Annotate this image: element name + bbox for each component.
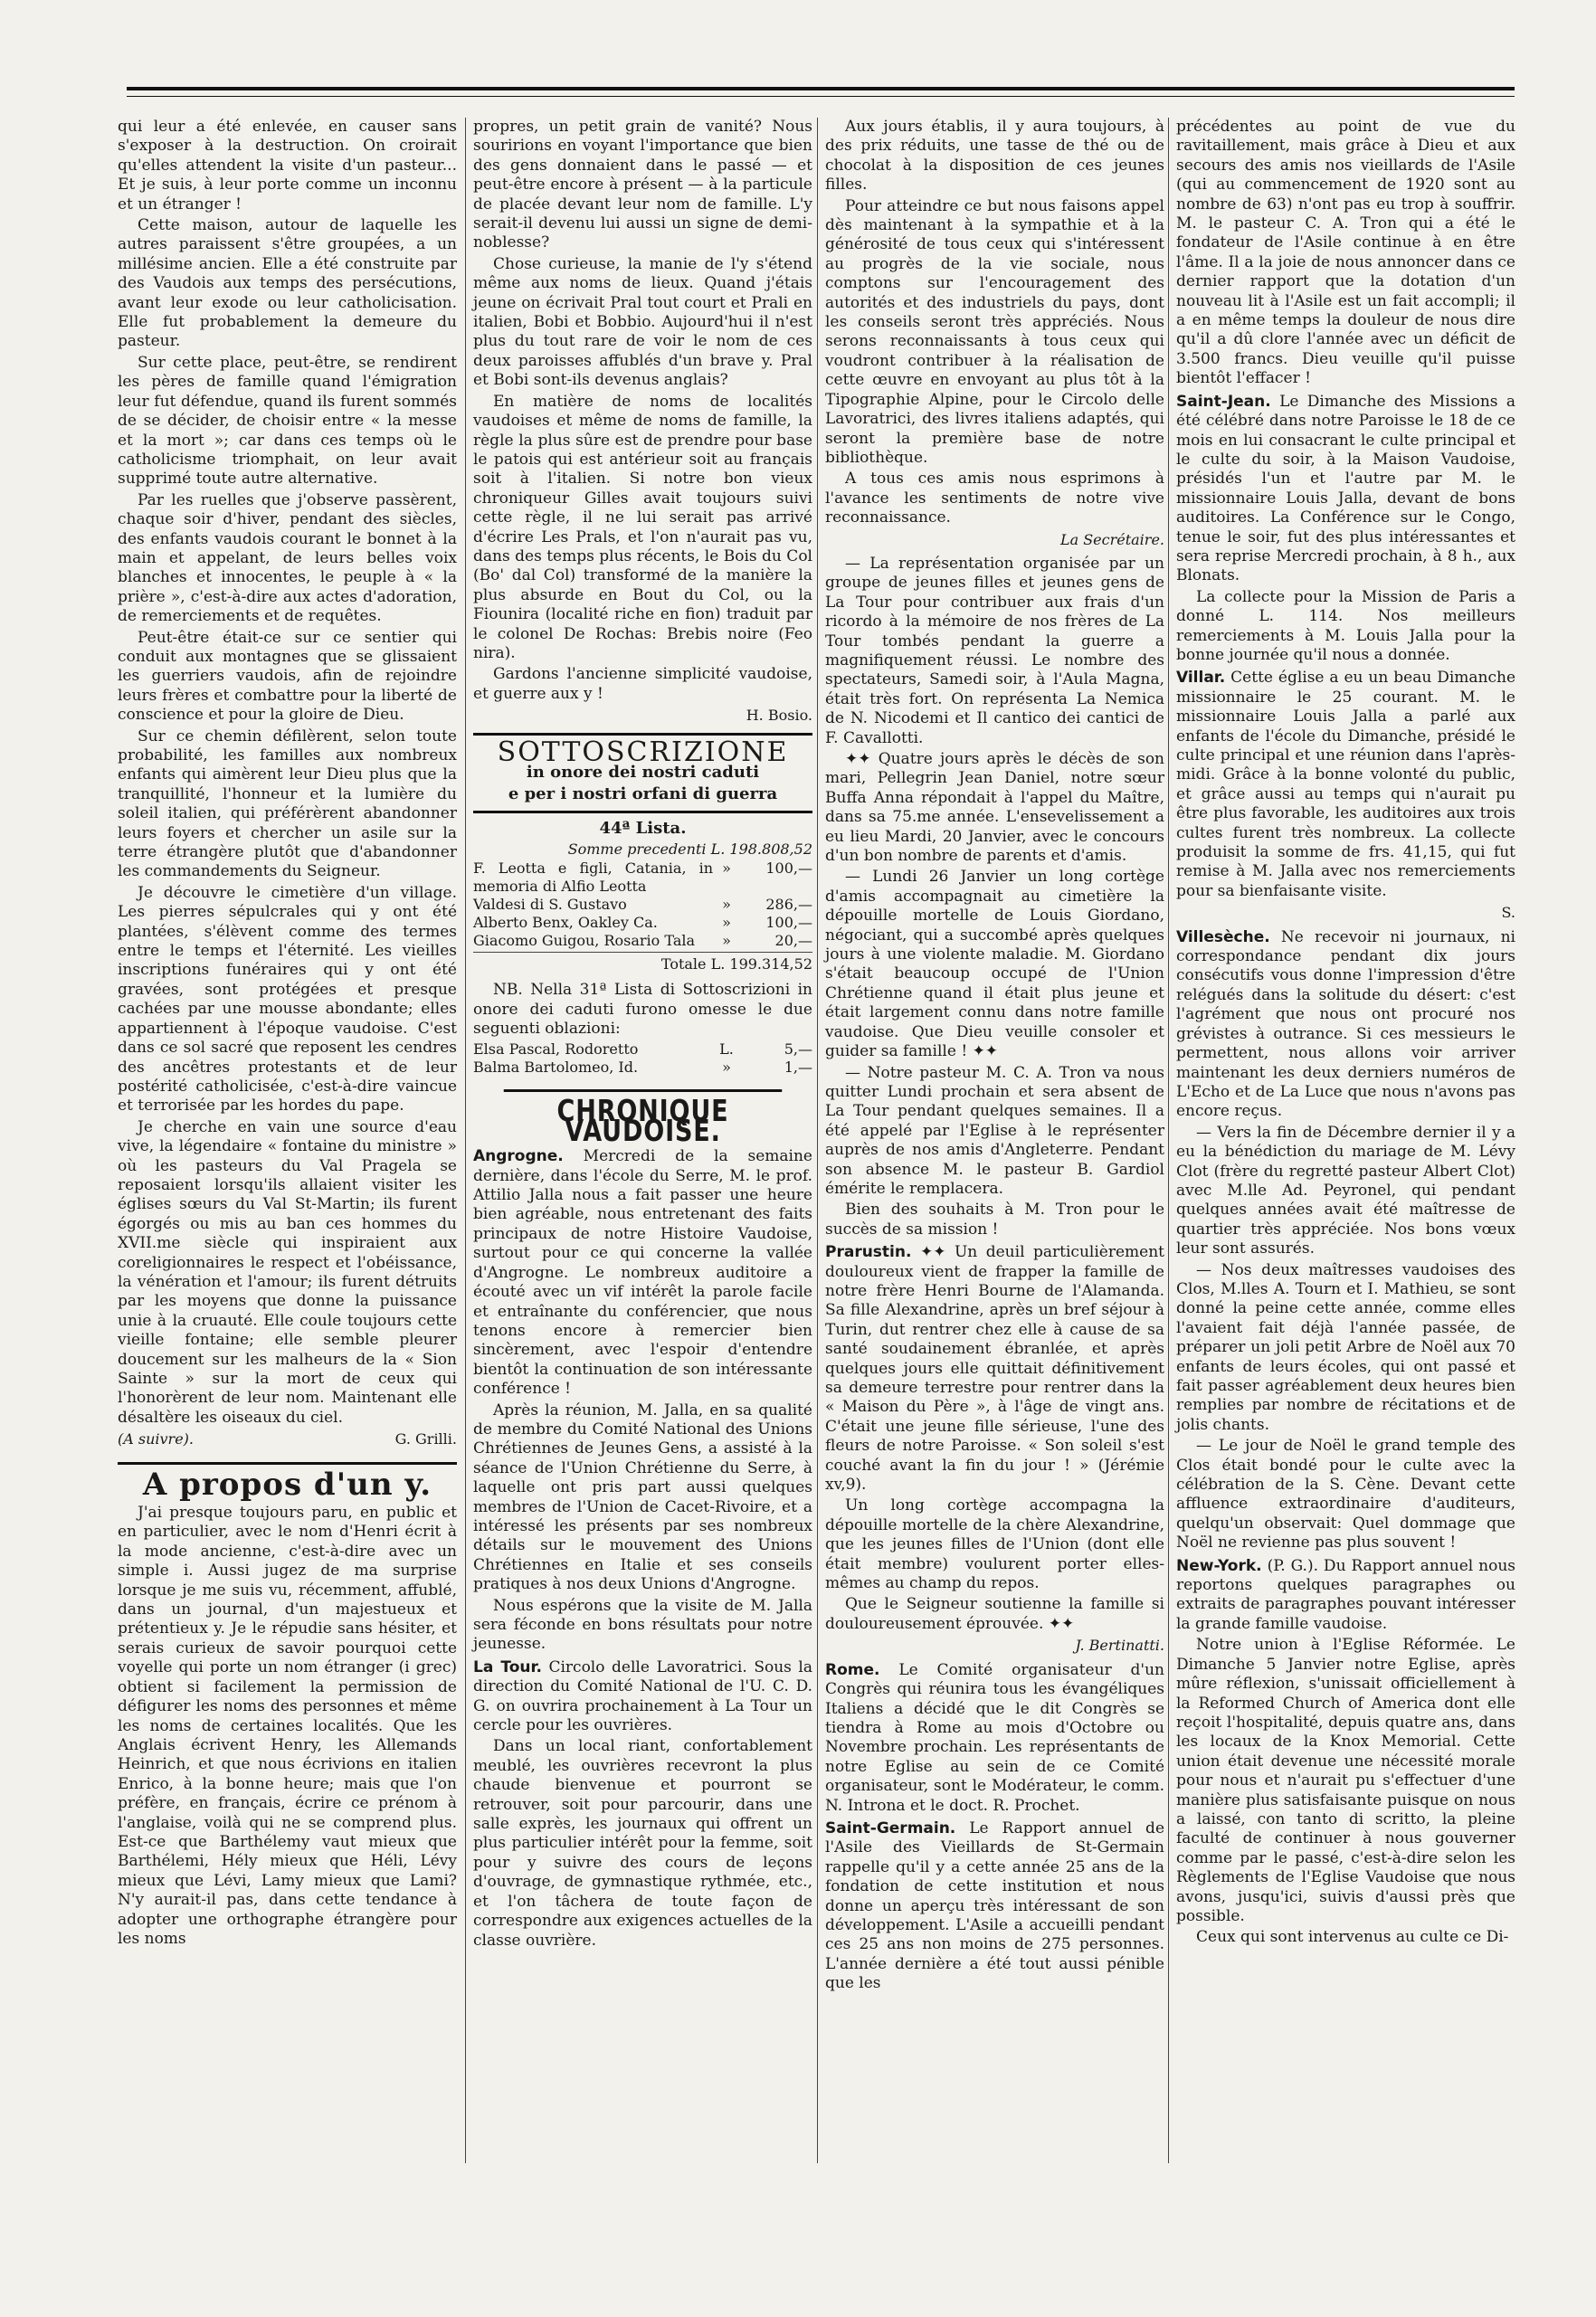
paragraph: Par les ruelles que j'observe passèrent, chaque soir d'hiver, pendant des siècles, des enfants vaudois courant le bonnet à la main et appelant, de leurs belles voix blanches et innocentes, le peuple à « la prière », c'est-à-dire aux actes d'adoration, de remerciements et de requêtes. [118,490,457,626]
subscription-subtitle: e per i nostri orfani di guerra [508,784,778,803]
paragraph: Je cherche en vain une source d'eau vive, la légendaire « fontaine du ministre » où les pasteurs du Val Pragela se reposaient lorsqu'ils allaient visiter les églises sœurs du Val St-Martin; ils furent égorgés ou mis au ban ces hommes du XVII.me siècle qui inspiraient aux coreligionnaires le respect et l'obéissance, la vénération et l'amour; ils furent détruits par les moyens que donne la puissance unie à la cruauté. Elle coule toujours cette vieille fontaine; elle semble pleurer doucement sur les malheurs de la « Sion Sainte » sur la mort de ceux qui l'honorèrent de leur nom. Maintenant elle désaltère les oiseaux du ciel. [118,1117,457,1427]
news-item: Angrogne. Mercredi de la semaine dernière, dans l'école du Serre, M. le prof. Attilio Jalla nous a fait passer une heure bien agréable, nous entretenant des faits principaux de notre Histoire Vaudoise, surtout pour ce qui concerne la vallée d'Angrogne. Le nombreux auditoire a écouté avec un vif intérêt la parole facile et entraînante du conférencier, que nous tenons encore à remercier bien sincèrement, avec l'espoir d'entendre bientôt la continuation de son intéressante conférence ! [473,1147,812,1399]
paragraph: Aux jours établis, il y aura toujours, à des prix réduits, une tasse de thé ou de chocolat à la disposition de ces jeunes filles. [825,118,1164,195]
list-item: Balma Bartolomeo, Id. » 1,— [473,1059,812,1077]
paragraph: Nous espérons que la visite de M. Jalla sera féconde en bons résultats pour notre jeunesse. [473,1596,812,1654]
paragraph: Après la réunion, M. Jalla, en sa qualité de membre du Comité National des Unions Chrétiennes de Jeunes Gens, a assisté à la séance de l'Union Chrétienne du Serre, à laquelle ont pris part aussi quelques membres de l'Union de Cacet-Rivoire, et a intéressé les présents par ses nombreux détails sur le mouvement des Unions Chrétiennes en Italie et ses conseils pratiques à nos deux Unions d'Angrogne. [473,1401,812,1594]
paragraph: — Nos deux maîtresses vaudoises des Clos, M.lles A. Tourn et I. Mathieu, se sont donné la peine cette année, comme elles l'avaient fait déjà l'année passée, de préparer un joli petit Arbre de Noël aux 70 enfants de leurs écoles, qui ont passé et fait passer agréablement deux heures bien remplies par nombre de récitations et de jolis chants. [1176,1260,1515,1434]
news-item: New-York. (P. G.). Du Rapport annuel nous reportons quelques paragraphes ou extraits de paragraphes pouvant intéresser la grande famille vaudoise. [1176,1556,1515,1633]
paragraph: ✦✦ Quatre jours après le décès de son mari, Pellegrin Jean Daniel, notre sœur Buffa Anna répondait à l'appel du Maître, dans sa 75.me année. L'ensevelissement a eu lieu Mardi, 20 Janvier, avec le concours d'un bon nombre de parents et d'amis. [825,750,1164,866]
list-title: 44ª Lista. [599,819,687,838]
place-name: Angrogne. [473,1147,564,1166]
paragraph: J'ai presque toujours paru, en public et en particulier, avec le nom d'Henri écrit à la mode ancienne, c'est-à-dire avec un simple i. Aussi jugez de ma surprise lorsque je me suis vu, récemment, affublé, dans un journal, d'un majestueux et prétentieux y. Je le répudie sans hésiter, et serais curieux de savoir pourquoi cette voyelle qui porte un nom étranger (i grec) obtient si facilement la permission de défigurer les noms des personnes et même les noms de certaines localités. Que les Anglais écrivent Henry, les Allemands Heinrich, et que nous écrivions en italien Enrico, à la bonne heure; mais que l'on préfère, en français, écrire ce prénom à l'anglaise, voilà qui ne se comprend plus. Est-ce que Barthélemy vaut mieux que Barthélemi, Hély mieux que Héli, Lévy mieux que Lévi, Lamy mieux que Lami? N'y aurait-il pas, dans cette tendance à adopter une orthographe étrangère pour les noms [118,1504,457,1948]
article-signature [118,1429,457,1448]
paragraph: Sur cette place, peut-être, se rendirent les pères de famille quand l'émigration leur fut défendue, quand ils furent sommés de se décider, de choisir entre « la messe et la mort »; car dans ces temps où le catholicisme triomphait, on leur avait supprimé toute autre alternative. [118,353,457,489]
paragraph: Je découvre le cimetière d'un village. Les pierres sépulcrales qui y ont été plantées, s'élèvent comme des termes entre le temps et l'éternité. Les vieilles inscriptions funéraires qui y ont été gravées, sont protégées et presque cachées par une mousse abondante; elles appartiennent à l'époque vaudoise. C'est dans ce sol sacré que reposent les cendres des ancêtres protestants et de leur postérité catholicisée, c'est-à-dire vaincue et terrorisée par les hordes du pape. [118,883,457,1116]
place-name: Villesèche. [1176,927,1270,946]
paragraph: qui leur a été enlevée, en causer sans s'exposer à la destruction. On croirait qu'elles attendent la visite d'un pasteur... Et je suis, à leur porte comme un inconnu et un étranger ! [118,118,457,214]
column-divider [465,118,466,2163]
subscription-title: SOTTOSCRIZIONE [497,736,789,768]
news-item: La Tour. Circolo delle Lavoratrici. Sous la direction du Comité National de l'U. C. D. G. on ouvrira prochainement à La Tour un cercle pour les ouvrières. [473,1657,812,1735]
paragraph: A tous ces amis nous esprimons à l'avance les sentiments de notre vive reconnaissance. [825,470,1164,527]
list-item: Giacomo Guigou, Rosario Tala » 20,— [473,931,812,949]
place-name: Saint-Germain. [825,1818,956,1837]
news-item: Rome. Le Comité organisateur d'un Congrès qui réunira tous les évangéliques Italiens a décidé que le dit Congrès se tiendra à Rome au mois d'Octobre ou Novembre prochain. Les représentants de notre Eglise au sein de ce Comité organisateur, sont le Modérateur, le comm. N. Introna et le doct. R. Prochet. [825,1660,1164,1815]
paragraph: Peut-être était-ce sur ce sentier qui conduit aux montagnes que se glissaient les guerriers vaudois, afin de rejoindre leurs frères et combattre pour la liberté de conscience et pour la gloire de Dieu. [118,628,457,725]
place-name: Saint-Jean. [1176,392,1271,411]
top-thin-rule [127,96,1515,97]
paragraph: propres, un petit grain de vanité? Nous souririons en voyant l'importance que bien des gens donnaient dans le passé — et peut-être encore à présent — à la particule de placée devant leur nom de famille. L'y serait-il devenu lui aussi un signe de demi-noblesse? [473,118,812,252]
author-signature: S. [1501,904,1515,922]
news-item: Saint-Germain. Le Rapport annuel de l'Asile des Vieillards de St-Germain rappelle qu'il y a cette année 25 ans de la fondation de cette institution et nous donne un aperçu très intéressant de son développement. L'Asile a accueilli pendant ces 25 ans non moins de 275 personnes. L'année dernière a été tout aussi pénible que les [825,1818,1165,1993]
paragraph: Un long cortège accompagna la dépouille mortelle de la chère Alexandrine, que les jeunes filles de l'Union (dont elle était membre) voulurent porter elles-mêmes au champ du repos. [825,1496,1164,1593]
paragraph: précédentes au point de vue du ravitaillement, mais grâce à Dieu et aux secours des amis nos vieillards de l'Asile (qui au commencement de 1920 sont au nombre de 63) n'ont pas eu trop à souffrir. M. le pasteur C. A. Tron qui a été le fondateur de l'Asile continue à en être l'âme. Il a la joie de nous annoncer dans ce dernier rapport que la dotation d'un nouveau lit à l'Asile est un fait accompli; il a en même temps la douleur de nous dire qu'il a dû clore l'année avec un déficit de 3.500 francs. Dieu veuille qu'il puisse bientôt l'effacer ! [1176,118,1515,388]
paragraph: Gardons l'ancienne simplicité vaudoise, et guerre aux y ! [473,665,812,703]
author-signature: La Secrétaire. [1059,530,1164,548]
donation-list [473,859,812,950]
paragraph: Ceux qui sont intervenus au culte ce Di- [1196,1928,1509,1947]
subscription-header [473,733,812,813]
omitted-list [473,1040,812,1077]
paragraph: Que le Seigneur soutienne la famille si douloureusement éprouvée. ✦✦ [825,1595,1164,1633]
paragraph: — Lundi 26 Janvier un long cortège d'amis accompagnait au cimetière la dépouille mortelle de Louis Giordano, négociant, qui a succombé après quelques jours à une violente maladie. M. Giordano s'était beaucoup occupé de l'Union Chrétienne quand il était plus jeune et était largement connu dans notre famille vaudoise. Que Dieu veuille consoler et guider sa famille ! ✦✦ [825,868,1164,1061]
column-4 [1176,118,1515,1950]
column-divider [817,118,818,2163]
previous-sum: Somme precedenti L. 198.808,52 [567,840,812,859]
paragraph: — Notre pasteur M. C. A. Tron va nous quitter Lundi prochain et sera absent de La Tour pendant quelques semaines. Il a été appelé par l'Eglise à le représenter auprès de nos amis d'Angleterre. Pendant son absence M. le pasteur B. Gardiol émérite le remplacera. [825,1063,1164,1198]
article-title: A propos d'un y. [118,1462,457,1495]
paragraph: Notre union à l'Eglise Réformée. Le Dimanche 5 Janvier notre Eglise, après mûre réflexion, s'unissait officiellement à la Reformed Church of America dont elle reçoit l'hospitalité, depuis quatre ans, dans les locaux de la Knox Memorial. Cette union était devenue une nécessité morale pour nous et n'aurait pu s'effectuer d'une manière plus satisfaisante puisque on nous a laissé, con tanto di scritto, la pleine faculté de continuer à nous gouverner comme par le passé, c'est-à-dire selon les Règlements de l'Eglise Vaudoise que nous avons, jusqu'ici, suivis d'aussi près que possible. [1176,1636,1515,1925]
column-2 [473,118,812,1952]
paragraph: Dans un local riant, confortablement meublé, les ouvrières recevront la plus chaude bienvenue et pourront se retrouver, soit pour parcourir, dans une salle exprès, les journaux qui offrent un plus particulier intérêt pour la femme, soit pour y suivre des cours de leçons d'ouvrage, de gymnastique rythmée, etc., et l'on tâchera de toute façon de correspondre aux exigences actuelles de la classe ouvrière. [473,1737,812,1950]
paragraph: — La représentation organisée par un groupe de jeunes filles et jeunes gens de La Tour pour contribuer aux frais d'un ricordo à la mémoire de nos frères de La Tour tombés pendant la guerre a magnifiquement réussi. Le nombre des spectateurs, Samedi soir, à l'Aula Magna, était très fort. On représenta La Nemica de N. Nicodemi et Il cantico dei cantici de F. Cavallotti. [825,554,1164,747]
paragraph: Bien des souhaits à M. Tron pour le succès de sa mission ! [825,1201,1164,1239]
news-item: Prarustin. ✦✦ Un deuil particulièrement douloureux vient de frapper la famille de notre frère Henri Bourne de l'Alamanda. Sa fille Alexandrine, après un bref séjour à Turin, dut rentrer chez elle à cause de sa santé soudainement ébranlée, et après quelques jours elle quittait définitivement sa demeure terrestre pour rentrer dans la « Maison du Père », à l'âge de vingt ans. C'était une jeune fille sérieuse, l'une des fleurs de notre Paroisse. « Son soleil s'est couché avant la fin du jour ! » (Jérémie xv,9). [825,1243,1164,1495]
column-3 [825,118,1164,1996]
top-rule [127,87,1515,90]
news-item: Villar. Cette église a eu un beau Dimanche missionnaire le 25 courant. M. le missionnaire Louis Jalla a parlé aux enfants de l'école du Dimanche, présidé le culte principal et une réunion dans l'après-midi. Grâce à la bonne volonté du public, et grâce aussi au temps qui n'aurait pu être plus favorable, les auditoires aux trois cultes furent très nombreux. La collecte produisit la somme de frs. 41,15, qui fut remise à M. Jalla avec nos remerciements pour sa bienfaisante visite. [1176,669,1516,900]
place-name: Villar. [1176,669,1226,688]
to-be-continued: (A suivre). [118,1430,194,1448]
news-item: Saint-Jean. Le Dimanche des Missions a été célébré dans notre Paroisse le 18 de ce mois en lui consacrant le culte principal et le culte du soir, à la Maison Vaudoise, présidés l'un et l'autre par M. le missionnaire Louis Jalla, devant de bons auditoires. La Conférence sur le Congo, tenue le soir, fut des plus intéressantes et sera reprise Mercredi prochain, à 8 h., aux Blonats. [1176,392,1515,585]
section-title: CHRONIQUE VAUDOISE. [504,1089,783,1140]
place-name: New-York. [1176,1556,1262,1575]
place-name: Prarustin. [825,1243,912,1262]
note: NB. Nella 31ª Lista di Sottoscrizioni in onore dei caduti furono omesse le due seguenti oblazioni: [473,981,812,1039]
author-signature: J. Bertinatti. [1075,1637,1164,1655]
list-item: Elsa Pascal, Rodoretto L. 5,— [473,1040,812,1059]
total: Totale L. 199.314,52 [473,952,812,973]
subscription-subtitle: in onore dei nostri caduti [526,763,760,782]
paragraph: — Le jour de Noël le grand temple des Clos était bondé pour le culte avec la célébration de la S. Cène. Devant cette affluence extraordinaire d'auditeurs, quelqu'un observait: Quel dommage que Noël ne revienne pas plus souvent ! [1176,1437,1515,1553]
list-item: Valdesi di S. Gustavo » 286,— [473,895,812,913]
paragraph: En matière de noms de localités vaudoises et même de noms de famille, la règle la plus sûre est de prendre pour base le patois qui est antérieur soit au français soit à l'italien. Si notre bon vieux chroniqueur Gilles avait toujours suivi cette règle, il ne lui serait pas arrivé d'écrire Les Prals, et l'on n'aurait pas vu, dans des temps plus récents, le Bois du Col (Bo' dal Col) transformé de la manière la plus absurde en Bout du Col, ou la Fiounira (localité riche en fion) traduit par le colonel De Rochas: Brebis noire (Feo nira). [473,392,812,662]
list-item: F. Leotta e figli, Catania, in memoria di Alfio Leotta » 100,— [473,859,812,895]
paragraph: Cette maison, autour de laquelle les autres paraissent s'être groupées, a un millésime ancien. Elle a été construite par des Vaudois aux temps des persécutions, avant leur exode ou leur catholicisation. Elle fut probablement la demeure du pasteur. [118,216,457,351]
list-item: Alberto Benx, Oakley Ca. » 100,— [473,913,812,931]
author-signature: G. Grilli. [394,1430,457,1448]
column-1 [118,118,457,1951]
paragraph: — Vers la fin de Décembre dernier il y a eu la bénédiction du mariage de M. Lévy Clot (frère du regretté pasteur Albert Clot) avec M.lle Ad. Peyronel, qui pendant quelques années avait été maîtresse de quartier très appréciée. Nos bons vœux leur sont assurés. [1176,1123,1515,1258]
author-signature: H. Bosio. [746,707,812,725]
paragraph: Pour atteindre ce but nous faisons appel dès maintenant à la sympathie et à la générosité de tous ceux qui s'intéressent au progrès de la vie sociale, nous comptons sur l'encouragement des autorités et des industriels du pays, dont les conseils seront très appréciés. Nous serons reconnaissants à tous ceux qui voudront contribuer à la réalisation de cette œuvre en envoyant au plus tôt à la Tipographie Alpine, pour le Circolo delle Lavoratrici, des livres italiens adaptés, qui seront la première base de notre bibliothèque. [825,196,1164,467]
place-name: Rome. [825,1660,880,1679]
paragraph: La collecte pour la Mission de Paris a donné L. 114. Nos meilleurs remerciements à M. Louis Jalla pour la bonne journée qu'il nous a donnée. [1176,587,1515,664]
paragraph: Chose curieuse, la manie de l'y s'étend même aux noms de lieux. Quand j'étais jeune on écrivait Pral tout court et Prali en italien, Bobi et Bobbio. Aujourd'hui il n'est plus du tout rare de voir le nom de ces deux paroisses affublés d'un brave y. Pral et Bobi sont-ils devenus anglais? [473,254,812,390]
column-divider [1168,118,1169,2163]
place-name: La Tour. [473,1657,542,1676]
paragraph: Sur ce chemin défilèrent, selon toute probabilité, les familles aux nombreux enfants qui aimèrent leur Dieu plus que la tranquillité, l'honneur et la lumière du soleil italien, qui préférèrent abandonner leurs foyers et chercher un asile sur la terre étrangère plutôt que d'abandonner les commandements du Seigneur. [118,726,457,881]
news-item: Villesèche. Ne recevoir ni journaux, ni correspondance pendant dix jours consécutifs vous donne l'impression d'être relégués dans la solitude du désert: c'est l'agrément que nous ont procuré nos grévistes à outrance. Si ces messieurs le permettent, nous allons voir arriver maintenant les deux derniers numéros de L'Echo et de La Luce que nous n'avons pas encore reçus. [1176,927,1515,1121]
